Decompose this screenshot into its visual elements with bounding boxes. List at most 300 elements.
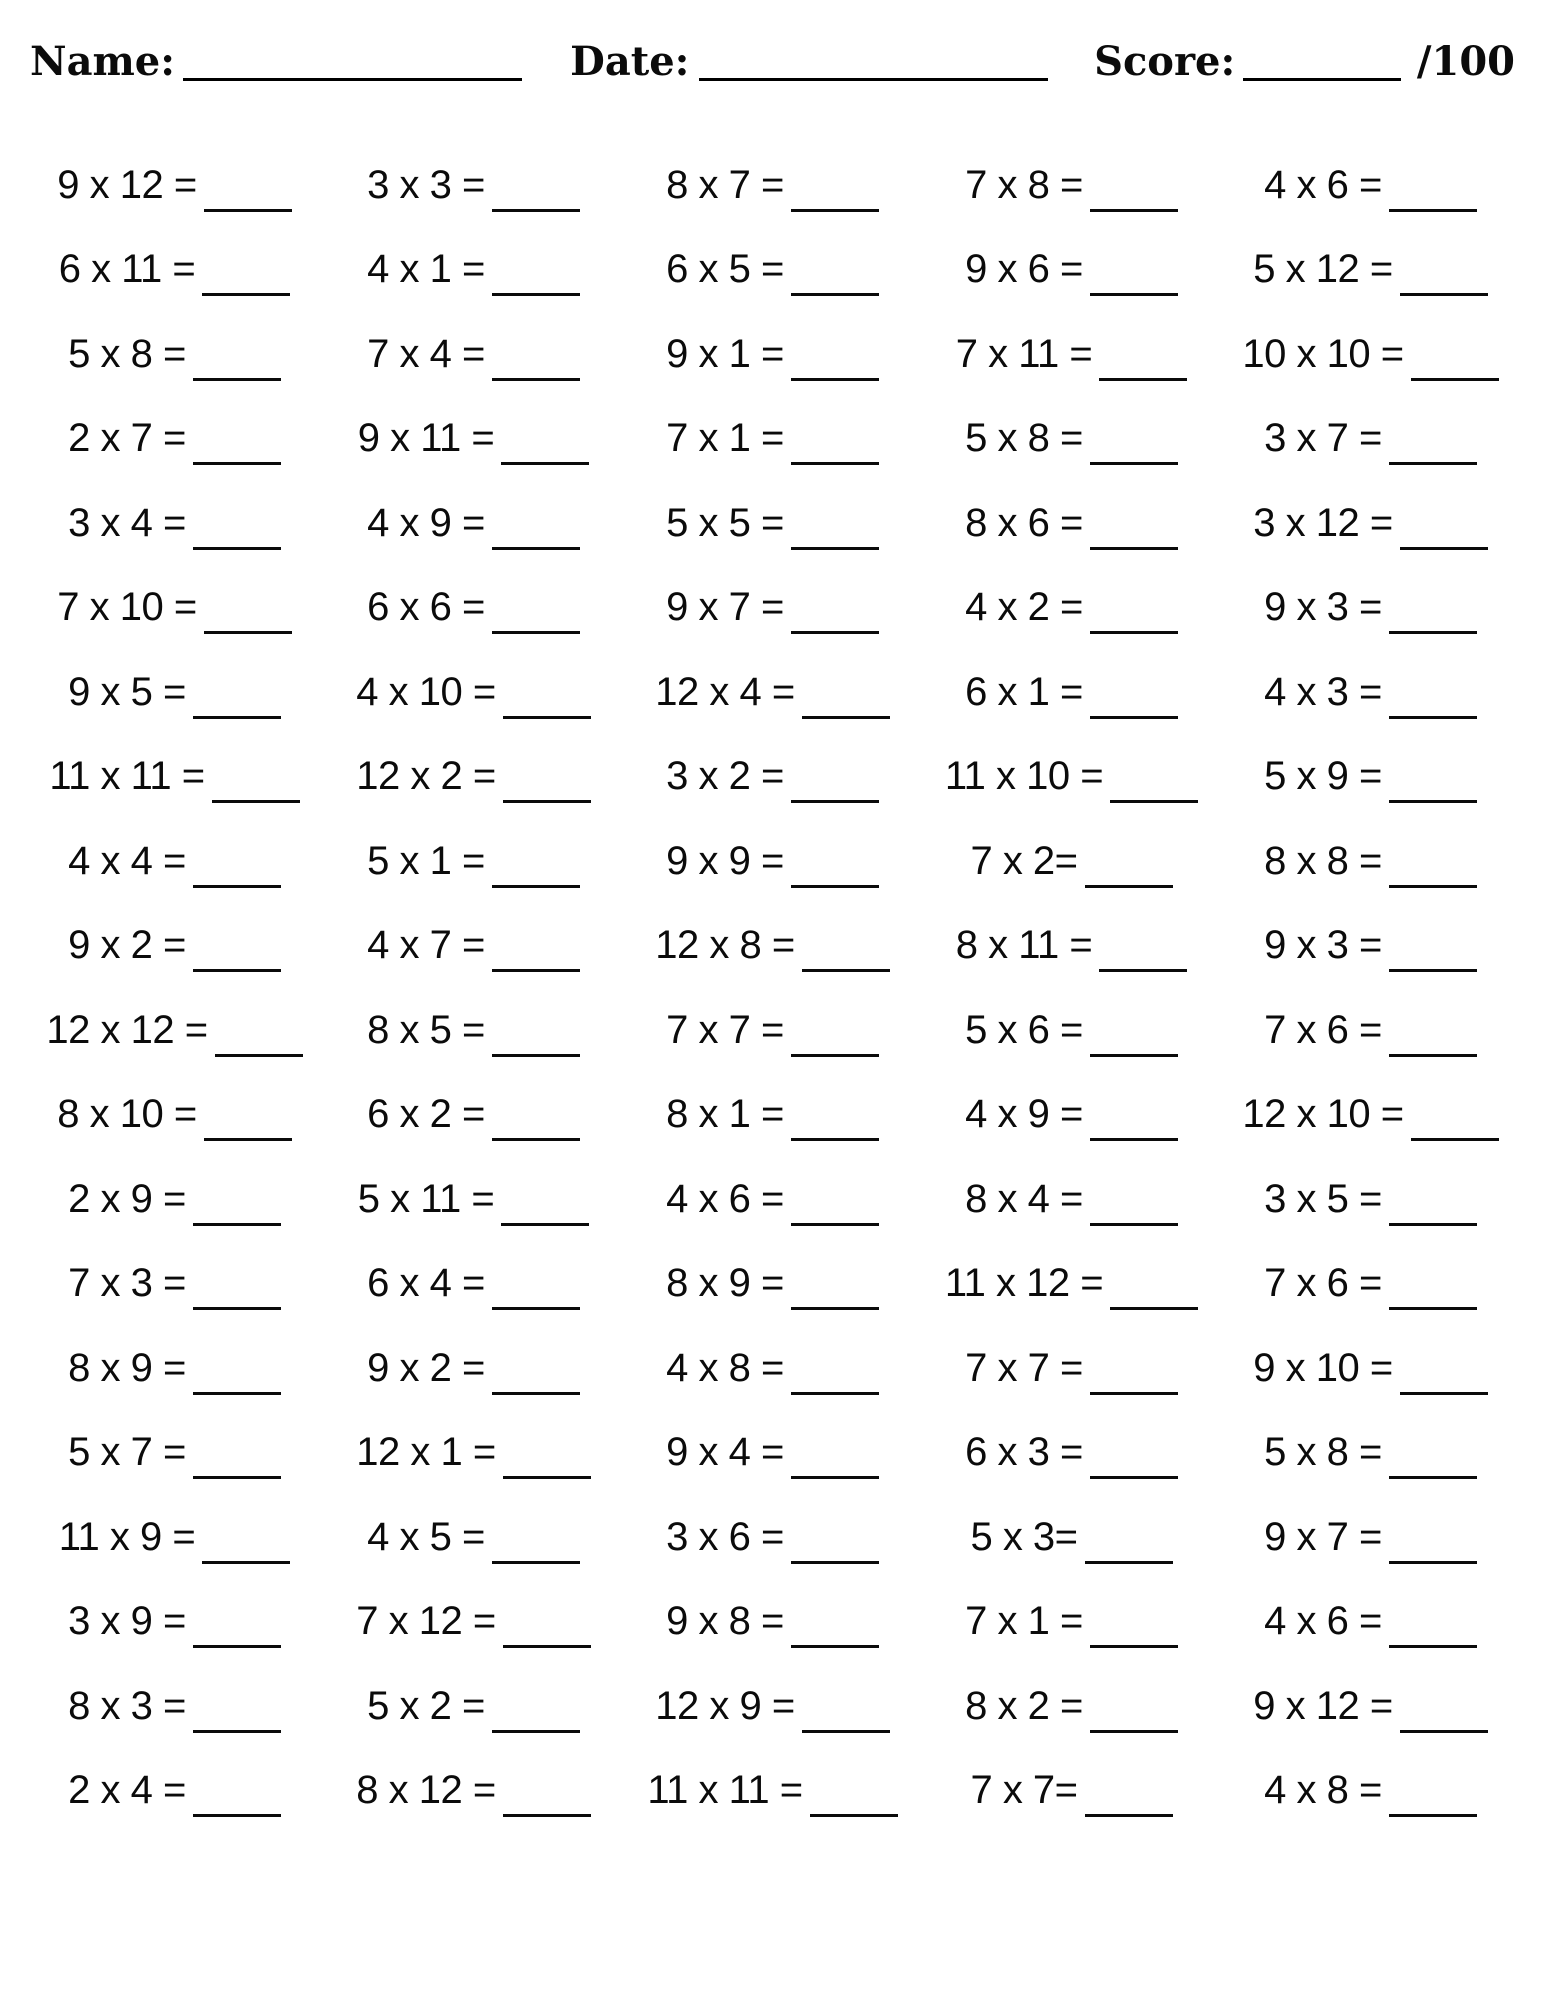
problem-expression: 2 x 7 = [68,416,186,461]
answer-blank-line [1090,462,1178,465]
problem-cell [324,1515,623,1560]
problem-expression: 5 x 8 = [1264,1430,1382,1475]
problem-expression: 9 x 9 = [666,838,784,883]
answer-blank-line [1389,885,1477,888]
answer-blank-line [1090,1476,1178,1479]
problem-cell [25,1768,324,1813]
problem-cell [324,1346,623,1391]
answer-blank-line [503,1645,591,1648]
answer-blank-line [791,1392,879,1395]
problem-cell [324,670,623,715]
answer-blank-line [791,885,879,888]
problem-cell [922,163,1221,208]
problem-cell [324,501,623,546]
problem-cell [324,1684,623,1729]
answer-blank-line [1090,293,1178,296]
problem-cell [922,501,1221,546]
answer-blank-line [492,885,580,888]
problem-expression: 3 x 6 = [666,1514,784,1559]
problem-expression: 3 x 3 = [367,162,485,207]
problem-row [25,312,1520,397]
problem-cell [1221,1430,1520,1475]
answer-blank-line [503,1814,591,1817]
problem-expression: 9 x 5 = [68,669,186,714]
problem-expression: 3 x 9 = [68,1599,186,1644]
problem-row [25,650,1520,735]
answer-blank-line [492,1561,580,1564]
problem-cell [1221,585,1520,630]
problem-expression: 4 x 4 = [68,838,186,883]
problem-row [25,1242,1520,1327]
problem-cell [623,1684,922,1729]
problem-expression: 5 x 1 = [367,838,485,883]
answer-blank-line [193,1307,281,1310]
problem-row [25,1073,1520,1158]
problem-cell [922,754,1221,799]
problem-expression: 4 x 5 = [367,1514,485,1559]
problem-expression: 2 x 4 = [68,1768,186,1813]
problem-cell [324,1008,623,1053]
answer-blank-line [1090,1054,1178,1057]
answer-blank-line [193,969,281,972]
answer-blank-line [1099,378,1187,381]
problem-cell [1221,839,1520,884]
answer-blank-line [193,547,281,550]
answer-blank-line [1090,1730,1178,1733]
answer-blank-line [215,1054,303,1057]
answer-blank-line [193,885,281,888]
problem-expression: 11 x 12 = [944,1261,1104,1306]
problem-cell [922,1092,1221,1137]
problem-cell [1221,247,1520,292]
problem-expression: 4 x 1 = [367,247,485,292]
problem-expression: 3 x 7 = [1264,416,1382,461]
problem-row [25,1495,1520,1580]
answer-blank-line [193,1223,281,1226]
problem-cell [922,839,1221,884]
problem-expression: 9 x 6 = [965,247,1083,292]
problem-cell [623,416,922,461]
worksheet-header [30,38,1515,85]
answer-blank-line [492,1138,580,1141]
answer-blank-line [1389,1054,1477,1057]
answer-blank-line [1389,716,1477,719]
answer-blank-line [492,547,580,550]
problem-expression: 8 x 9 = [68,1345,186,1390]
problem-cell [623,1008,922,1053]
problem-expression: 11 x 10 = [944,754,1104,799]
answer-blank-line [791,1476,879,1479]
problem-cell [25,332,324,377]
answer-blank-line [1389,631,1477,634]
problem-cell [1221,1684,1520,1729]
problem-expression: 9 x 4 = [666,1430,784,1475]
problem-expression: 7 x 1 = [666,416,784,461]
problem-expression: 9 x 7 = [1264,1514,1382,1559]
answer-blank-line [810,1814,898,1817]
problem-cell [623,501,922,546]
problem-expression: 9 x 12 = [57,162,197,207]
problem-cell [324,1599,623,1644]
problem-cell [623,839,922,884]
problem-cell [25,1261,324,1306]
problem-expression: 9 x 3 = [1264,923,1382,968]
answer-blank-line [492,378,580,381]
problem-expression: 7 x 2= [970,838,1078,883]
problem-expression: 4 x 9 = [367,500,485,545]
problem-row [25,1580,1520,1665]
answer-blank-line [791,1561,879,1564]
answer-blank-line [1400,1392,1488,1395]
problem-cell [1221,1261,1520,1306]
answer-blank-line [1085,1561,1173,1564]
problem-cell [1221,1177,1520,1222]
problem-expression: 6 x 3 = [965,1430,1083,1475]
problem-cell [324,923,623,968]
date-label: Date: [570,38,690,85]
answer-blank-line [193,1814,281,1817]
problem-expression: 7 x 1 = [965,1599,1083,1644]
problem-expression: 4 x 9 = [965,1092,1083,1137]
answer-blank-line [492,293,580,296]
problem-expression: 8 x 1 = [666,1092,784,1137]
problem-expression: 8 x 5 = [367,1007,485,1052]
answer-blank-line [1389,209,1477,212]
problem-expression: 8 x 2 = [965,1683,1083,1728]
answer-blank-line [193,1476,281,1479]
problem-cell [922,1261,1221,1306]
problem-cell [623,585,922,630]
answer-blank-line [1411,1138,1499,1141]
problem-row [25,819,1520,904]
problem-cell [25,754,324,799]
answer-blank-line [193,462,281,465]
problem-row [25,1749,1520,1834]
date-blank-line [699,78,1048,81]
problem-cell [623,332,922,377]
problem-expression: 7 x 3 = [68,1261,186,1306]
answer-blank-line [492,631,580,634]
problem-cell [922,670,1221,715]
problem-expression: 7 x 7= [970,1768,1078,1813]
problem-expression: 9 x 7 = [666,585,784,630]
problem-row [25,481,1520,566]
problem-cell [623,163,922,208]
problem-expression: 5 x 12 = [1253,247,1393,292]
problem-expression: 7 x 8 = [965,162,1083,207]
answer-blank-line [193,1730,281,1733]
problem-row [25,397,1520,482]
problem-cell [623,1768,922,1813]
answer-blank-line [202,1561,290,1564]
answer-blank-line [791,1645,879,1648]
problem-expression: 5 x 11 = [357,1176,495,1221]
answer-blank-line [202,293,290,296]
answer-blank-line [204,209,292,212]
answer-blank-line [802,716,890,719]
problem-cell [324,1430,623,1475]
answer-blank-line [1110,1307,1198,1310]
problem-row [25,904,1520,989]
problem-expression: 5 x 8 = [68,331,186,376]
answer-blank-line [1400,293,1488,296]
name-label: Name: [30,38,176,85]
problem-cell [922,332,1221,377]
problem-cell [1221,332,1520,377]
problem-cell [324,1261,623,1306]
problem-cell [623,754,922,799]
problem-cell [623,247,922,292]
problem-expression: 8 x 9 = [666,1261,784,1306]
problem-row [25,735,1520,820]
answer-blank-line [193,1645,281,1648]
problem-cell [324,1177,623,1222]
problem-cell [1221,1092,1520,1137]
answer-blank-line [501,462,589,465]
problem-expression: 7 x 12 = [356,1599,496,1644]
problem-cell [25,1515,324,1560]
problem-cell [623,1092,922,1137]
answer-blank-line [802,1730,890,1733]
answer-blank-line [193,716,281,719]
problem-expression: 5 x 5 = [666,500,784,545]
problem-cell [324,163,623,208]
problem-expression: 9 x 1 = [666,331,784,376]
answer-blank-line [193,1392,281,1395]
problem-cell [922,1346,1221,1391]
problem-row [25,1326,1520,1411]
problem-cell [1221,754,1520,799]
problem-expression: 7 x 7 = [965,1345,1083,1390]
problem-cell [1221,1008,1520,1053]
problem-row [25,1157,1520,1242]
answer-blank-line [1389,1814,1477,1817]
problem-row [25,1664,1520,1749]
problem-cell [922,1430,1221,1475]
problem-expression: 6 x 11 = [58,247,196,292]
problem-cell [25,1346,324,1391]
problem-expression: 7 x 10 = [57,585,197,630]
answer-blank-line [1090,1138,1178,1141]
problem-expression: 9 x 11 = [357,416,495,461]
problem-cell [25,839,324,884]
problem-expression: 3 x 5 = [1264,1176,1382,1221]
problem-cell [25,163,324,208]
problem-cell [324,839,623,884]
problem-cell [623,1261,922,1306]
problem-cell [25,1430,324,1475]
problem-expression: 11 x 11 = [49,754,205,799]
problem-expression: 3 x 4 = [68,500,186,545]
problem-expression: 9 x 2 = [68,923,186,968]
problem-expression: 4 x 7 = [367,923,485,968]
problem-cell [1221,670,1520,715]
problem-cell [1221,416,1520,461]
problem-cell [623,1346,922,1391]
problem-expression: 2 x 9 = [68,1176,186,1221]
answer-blank-line [1085,1814,1173,1817]
problem-expression: 4 x 3 = [1264,669,1382,714]
name-blank-line [183,78,522,81]
problem-row [25,988,1520,1073]
answer-blank-line [492,1307,580,1310]
problem-cell [1221,1599,1520,1644]
problems-grid [25,143,1520,1833]
answer-blank-line [791,800,879,803]
problem-cell [922,1684,1221,1729]
answer-blank-line [791,209,879,212]
problem-cell [1221,1768,1520,1813]
answer-blank-line [204,1138,292,1141]
problem-cell [25,416,324,461]
problem-row [25,566,1520,651]
score-blank-line [1243,78,1401,81]
problem-cell [324,416,623,461]
problem-expression: 4 x 10 = [356,669,496,714]
problem-cell [922,923,1221,968]
problem-expression: 4 x 6 = [1264,162,1382,207]
answer-blank-line [1400,1730,1488,1733]
answer-blank-line [791,462,879,465]
answer-blank-line [1389,969,1477,972]
problem-expression: 4 x 8 = [666,1345,784,1390]
problem-cell [1221,1515,1520,1560]
problem-cell [324,754,623,799]
problem-cell [922,416,1221,461]
answer-blank-line [1411,378,1499,381]
problem-expression: 7 x 4 = [367,331,485,376]
answer-blank-line [204,631,292,634]
answer-blank-line [492,1054,580,1057]
answer-blank-line [1090,209,1178,212]
problem-expression: 5 x 6 = [965,1007,1083,1052]
problem-expression: 12 x 8 = [655,923,795,968]
problem-cell [324,247,623,292]
problem-expression: 11 x 9 = [58,1514,196,1559]
problem-expression: 6 x 1 = [965,669,1083,714]
problem-cell [1221,163,1520,208]
problem-expression: 8 x 12 = [356,1768,496,1813]
answer-blank-line [802,969,890,972]
problem-expression: 5 x 8 = [965,416,1083,461]
answer-blank-line [1389,1307,1477,1310]
score-total: /100 [1416,38,1515,85]
problem-cell [25,1599,324,1644]
problem-row [25,228,1520,313]
problem-cell [623,1515,922,1560]
answer-blank-line [1389,1223,1477,1226]
answer-blank-line [791,293,879,296]
problem-cell [922,1768,1221,1813]
answer-blank-line [492,209,580,212]
problem-expression: 7 x 6 = [1264,1261,1382,1306]
answer-blank-line [1400,547,1488,550]
answer-blank-line [791,1223,879,1226]
score-label: Score: [1094,38,1236,85]
problem-expression: 9 x 8 = [666,1599,784,1644]
problem-cell [324,1092,623,1137]
problem-cell [922,1008,1221,1053]
answer-blank-line [1090,1223,1178,1226]
problem-expression: 8 x 3 = [68,1683,186,1728]
problem-expression: 12 x 2 = [356,754,496,799]
problem-expression: 12 x 9 = [655,1683,795,1728]
answer-blank-line [1389,462,1477,465]
problem-cell [623,1177,922,1222]
answer-blank-line [791,1054,879,1057]
problem-expression: 7 x 7 = [666,1007,784,1052]
problem-cell [324,585,623,630]
answer-blank-line [791,547,879,550]
problem-expression: 8 x 6 = [965,500,1083,545]
problem-expression: 8 x 8 = [1264,838,1382,883]
problem-expression: 3 x 2 = [666,754,784,799]
answer-blank-line [1085,885,1173,888]
problem-cell [623,1599,922,1644]
problem-cell [25,1177,324,1222]
problem-cell [25,501,324,546]
problem-cell [25,585,324,630]
answer-blank-line [1389,800,1477,803]
problem-row [25,143,1520,228]
problem-cell [1221,1346,1520,1391]
problem-expression: 8 x 10 = [57,1092,197,1137]
problem-expression: 8 x 11 = [955,923,1093,968]
answer-blank-line [492,969,580,972]
problem-expression: 4 x 6 = [1264,1599,1382,1644]
problem-expression: 4 x 8 = [1264,1768,1382,1813]
answer-blank-line [1389,1561,1477,1564]
problem-cell [623,670,922,715]
problem-cell [922,1599,1221,1644]
problem-expression: 3 x 12 = [1253,500,1393,545]
answer-blank-line [501,1223,589,1226]
problem-expression: 6 x 2 = [367,1092,485,1137]
answer-blank-line [1090,547,1178,550]
problem-expression: 6 x 6 = [367,585,485,630]
problem-cell [324,332,623,377]
problem-cell [922,585,1221,630]
answer-blank-line [212,800,300,803]
problem-row [25,1411,1520,1496]
answer-blank-line [193,378,281,381]
problem-cell [623,923,922,968]
problem-expression: 5 x 9 = [1264,754,1382,799]
problem-expression: 7 x 6 = [1264,1007,1382,1052]
problem-expression: 4 x 2 = [965,585,1083,630]
answer-blank-line [492,1730,580,1733]
problem-cell [623,1430,922,1475]
problem-cell [922,1177,1221,1222]
answer-blank-line [1090,1645,1178,1648]
problem-expression: 5 x 3= [970,1514,1078,1559]
problem-cell [25,247,324,292]
problem-expression: 12 x 4 = [655,669,795,714]
problem-cell [1221,923,1520,968]
problem-cell [922,247,1221,292]
problem-expression: 8 x 4 = [965,1176,1083,1221]
problem-cell [25,1008,324,1053]
answer-blank-line [1090,631,1178,634]
answer-blank-line [1389,1645,1477,1648]
answer-blank-line [791,1138,879,1141]
answer-blank-line [1110,800,1198,803]
problem-expression: 9 x 10 = [1253,1345,1393,1390]
answer-blank-line [791,1307,879,1310]
problem-cell [25,923,324,968]
problem-expression: 12 x 1 = [356,1430,496,1475]
answer-blank-line [503,800,591,803]
